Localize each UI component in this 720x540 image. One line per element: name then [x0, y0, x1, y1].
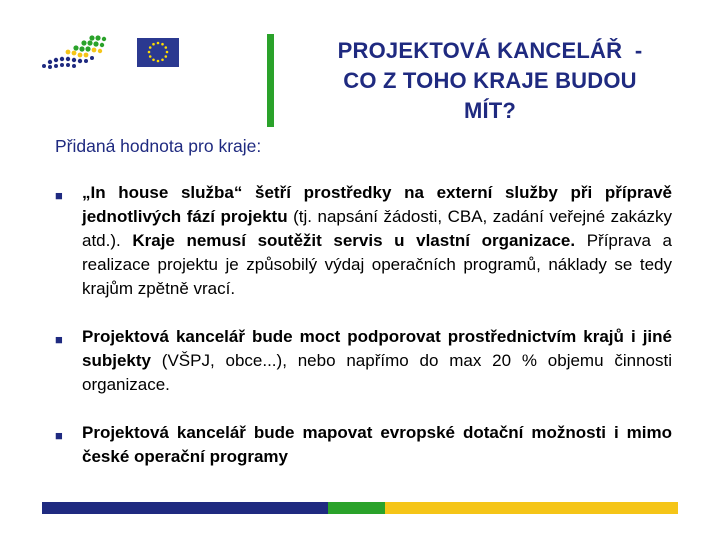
- bullet-text: „In house služba“ šetří prostředky na externí služby při přípravě jednotlivých fází projektu (tj. napsání žádosti, CBA, zadání veřejné zakázky atd.). Kraje nemusí soutěžit servis u vlastní organizace. Příprava a realizace projektu je způsobilý výdaj operačních programů, náklady se tedy krajům zpětně vrací.: [82, 183, 672, 298]
- title-line-1: PROJEKTOVÁ KANCELÁŘ -: [337, 38, 643, 63]
- section-heading: Přidaná hodnota pro kraje:: [55, 136, 262, 156]
- square-bullet-icon: ■: [55, 428, 63, 443]
- footer-bar-blue: [42, 502, 328, 514]
- bullet-text: Projektová kancelář bude mapovat evropské dotační možnosti i mimo české operační programy: [82, 423, 672, 466]
- title-line-2: CO Z TOHO KRAJE BUDOU: [343, 68, 637, 93]
- footer-bar-green: [328, 502, 385, 514]
- title-line-3: MÍT?: [463, 98, 517, 123]
- title-divider: [267, 34, 274, 127]
- bullet-text: Projektová kancelář bude moct podporovat prostřednictvím krajů i jiné subjekty (VŠPJ, obce...), nebo napřímo do max 20 % objemu činnosti organizace.: [82, 327, 672, 394]
- footer-bar-yellow: [385, 502, 678, 514]
- bullet-list: [55, 181, 672, 469]
- page-title: [290, 36, 690, 126]
- footer-color-bar: [42, 502, 678, 514]
- bullet-item: [55, 325, 672, 397]
- bullet-item: [55, 421, 672, 469]
- square-bullet-icon: ■: [55, 188, 63, 203]
- eu-flag-icon: [137, 38, 179, 67]
- square-bullet-icon: ■: [55, 332, 63, 347]
- bullet-item: [55, 181, 672, 301]
- region-logo: [40, 32, 108, 72]
